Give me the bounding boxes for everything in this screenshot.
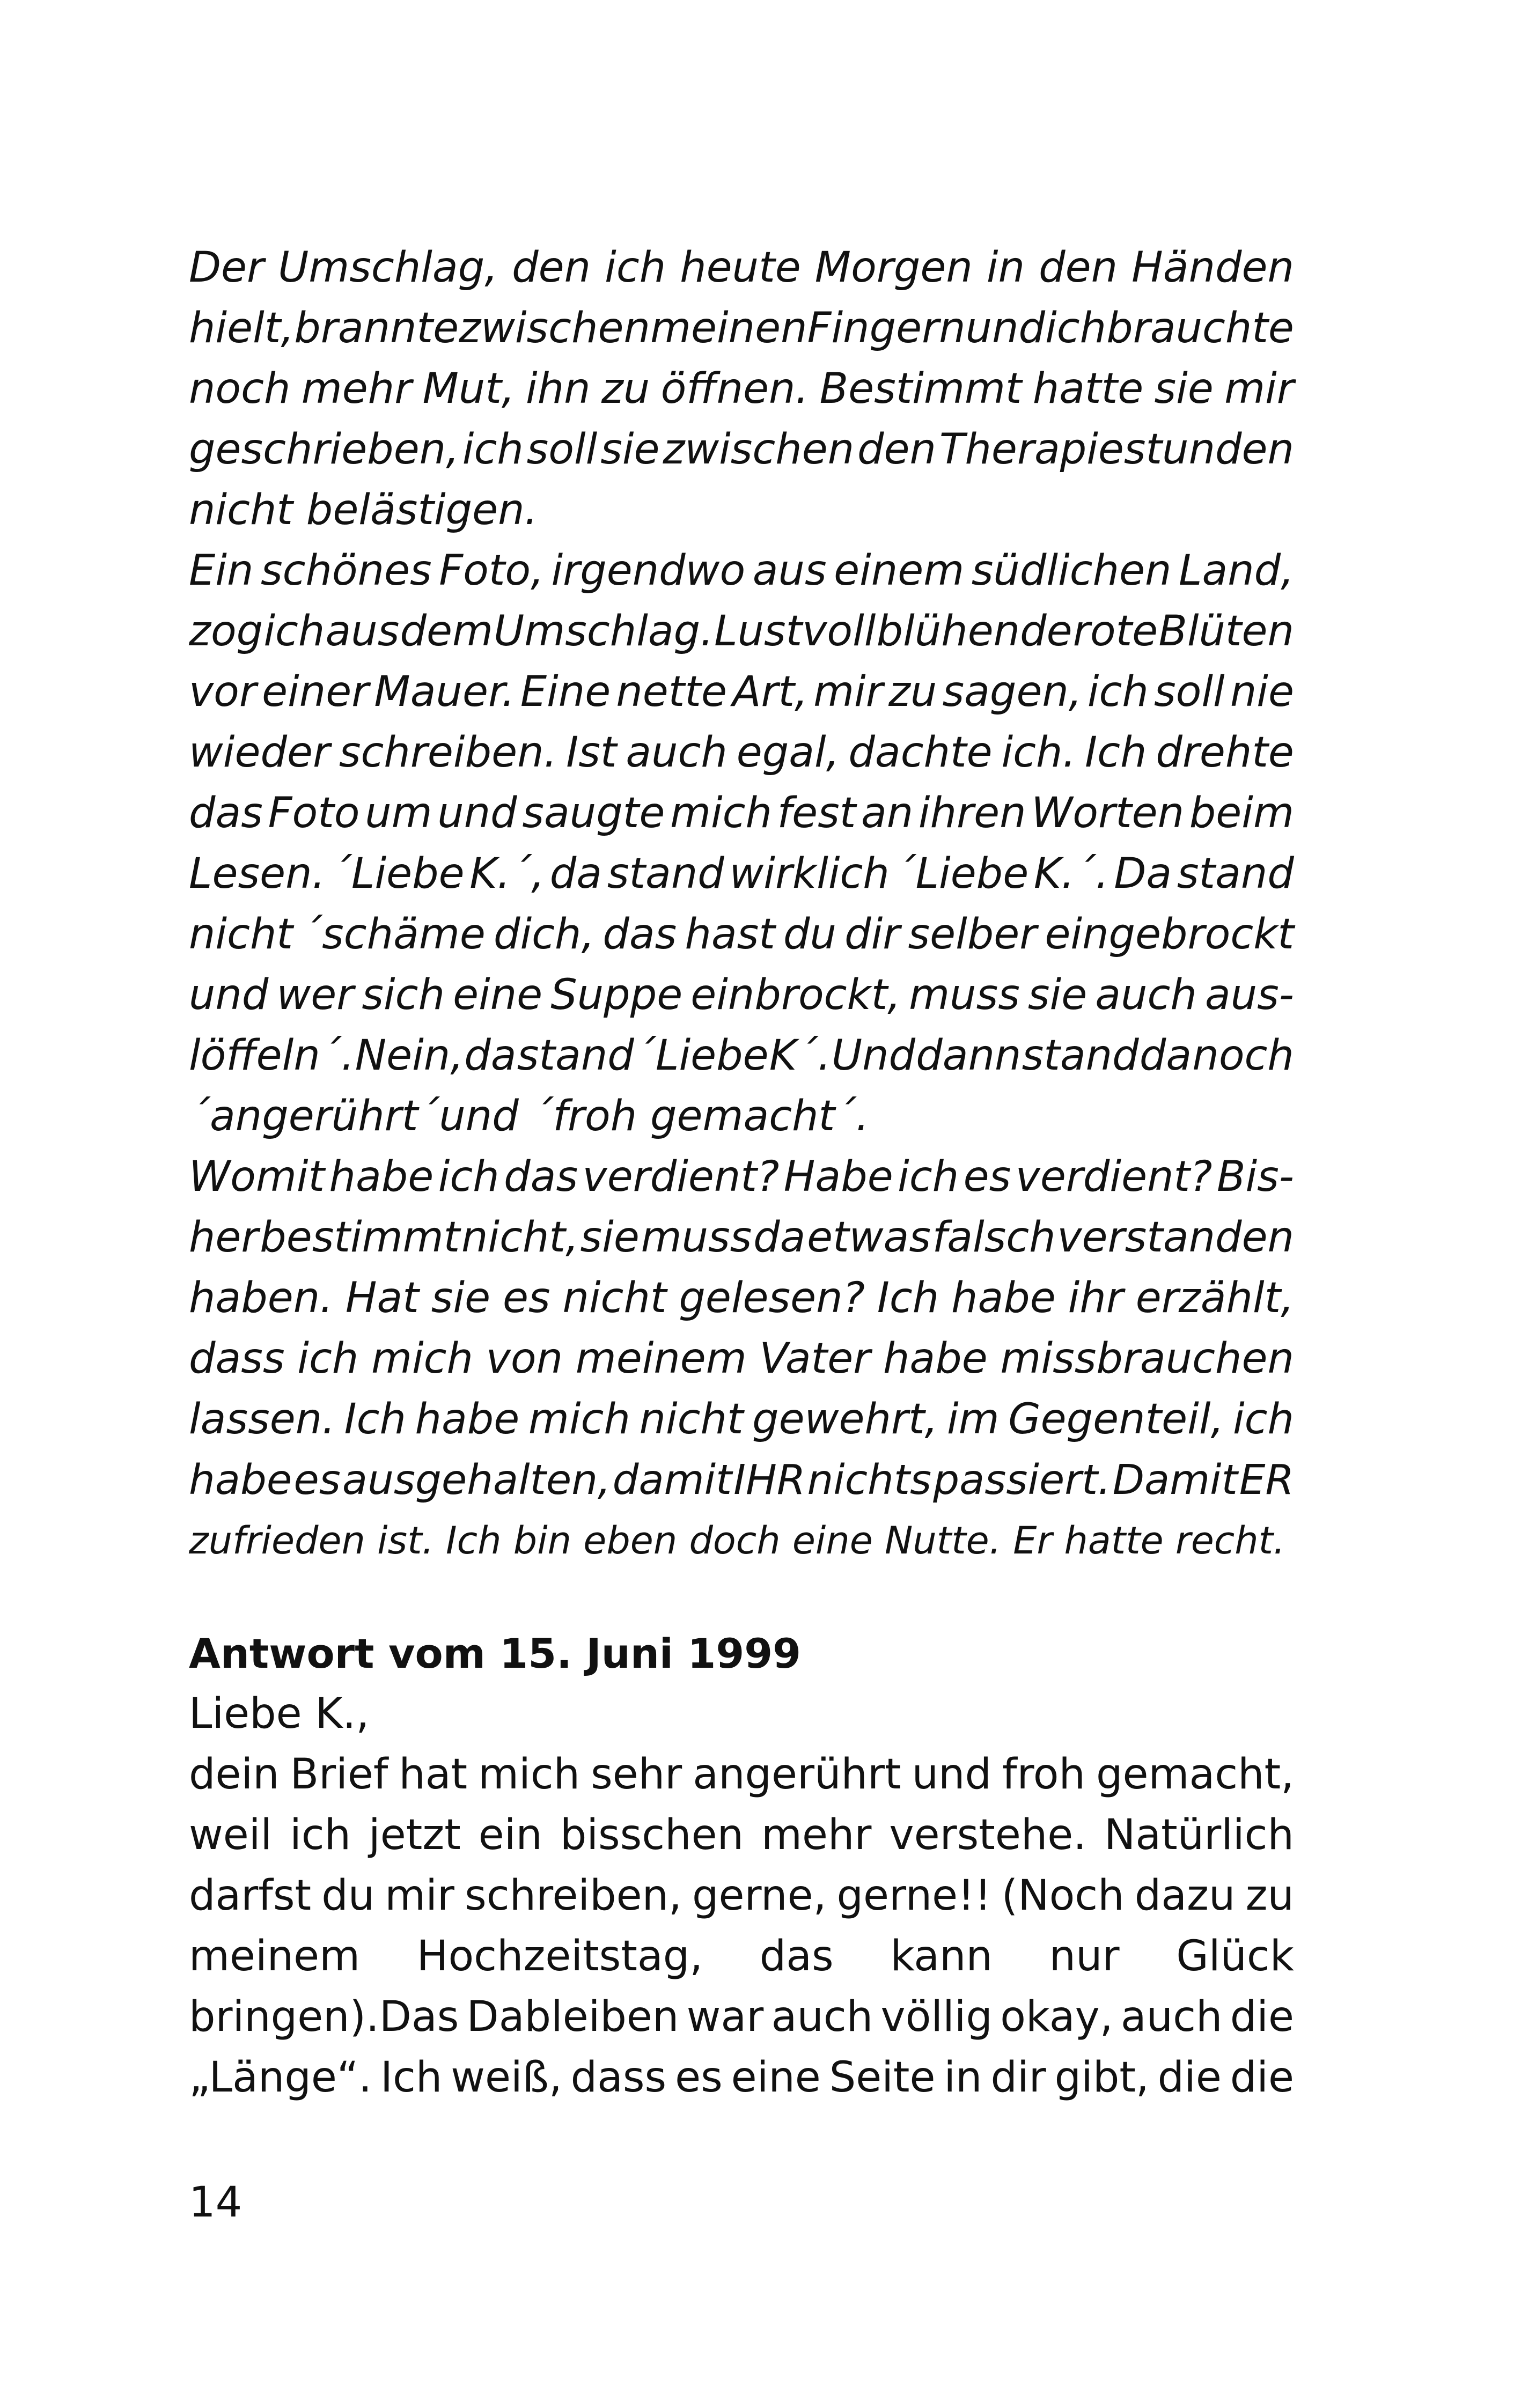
text-line: meinem Hochzeitstag, das kann nur Glück xyxy=(189,1932,1294,1980)
text-line: lassen. Ich habe mich nicht gewehrt, im Gegenteil, ich xyxy=(189,1395,1294,1444)
text-line: dass ich mich von meinem Vater habe missbrauchen xyxy=(189,1335,1294,1383)
text-line: darfst du mir schreiben, gerne, gerne!! (Noch dazu zu xyxy=(189,1872,1294,1920)
text-line: weil ich jetzt ein bisschen mehr verstehe. Natürlich xyxy=(189,1811,1294,1859)
text-line: und wer sich eine Suppe einbrockt, muss sie auch aus- xyxy=(189,971,1294,1019)
text-line: dein Brief hat mich sehr angerührt und froh gemacht, xyxy=(189,1750,1294,1799)
text-line: Liebe K., xyxy=(189,1690,370,1738)
text-line: nicht belästigen. xyxy=(189,486,538,534)
text-line: vor einer Mauer. Eine nette Art, mir zu sagen, ich soll nie xyxy=(189,668,1294,716)
answer-heading: Antwort vom 15. Juni 1999 xyxy=(189,1630,801,1677)
text-line: noch mehr Mut, ihn zu öffnen. Bestimmt hatte sie mir xyxy=(189,365,1294,413)
text-line: wieder schreiben. Ist auch egal, dachte ich. Ich drehte xyxy=(189,728,1294,777)
text-line: zufrieden ist. Ich bin eben doch eine Nutte. Er hatte recht. xyxy=(189,1519,1285,1563)
text-line: Lesen. ´Liebe K.´, da stand wirklich ´Liebe K.´. Da stand xyxy=(189,850,1294,898)
answer-section xyxy=(189,1623,1294,2108)
text-line: hielt, brannte zwischen meinen Fingern und ich brauchte xyxy=(189,304,1294,352)
text-line: ´angerührt´und ´froh gemacht´. xyxy=(189,1092,869,1140)
text-line: haben. Hat sie es nicht gelesen? Ich habe ihr erzählt, xyxy=(189,1274,1294,1322)
text-line: Ein schönes Foto, irgendwo aus einem südlichen Land, xyxy=(189,547,1294,595)
text-line: Womit habe ich das verdient? Habe ich es verdient? Bis- xyxy=(189,1153,1294,1201)
text-line: löffeln´. Nein, da stand ´Liebe K´. Und dann stand da noch xyxy=(189,1032,1294,1080)
text-line: nicht ´schäme dich, das hast du dir selber eingebrockt xyxy=(189,910,1294,959)
text-line: habe es ausgehalten, damit IHR nichts passiert. Damit ER xyxy=(189,1456,1294,1504)
text-line: das Foto um und saugte mich fest an ihren Worten beim xyxy=(189,789,1294,837)
answer-text xyxy=(189,1684,1294,2108)
page-number: 14 xyxy=(189,2178,243,2227)
text-line: bringen).Das Dableiben war auch völlig okay, auch die xyxy=(189,1993,1294,2041)
letter-text xyxy=(189,238,1294,1571)
text-line: zog ich aus dem Umschlag. Lustvoll blühende rote Blüten xyxy=(189,607,1294,656)
text-line: Der Umschlag, den ich heute Morgen in den Händen xyxy=(189,244,1294,292)
text-line: her bestimmt nicht, sie muss da etwas falsch verstanden xyxy=(189,1213,1294,1262)
text-line: „Länge“. Ich weiß, dass es eine Seite in dir gibt, die die xyxy=(189,2053,1294,2102)
text-line: geschrieben, ich soll sie zwischen den Therapiestunden xyxy=(189,425,1294,474)
